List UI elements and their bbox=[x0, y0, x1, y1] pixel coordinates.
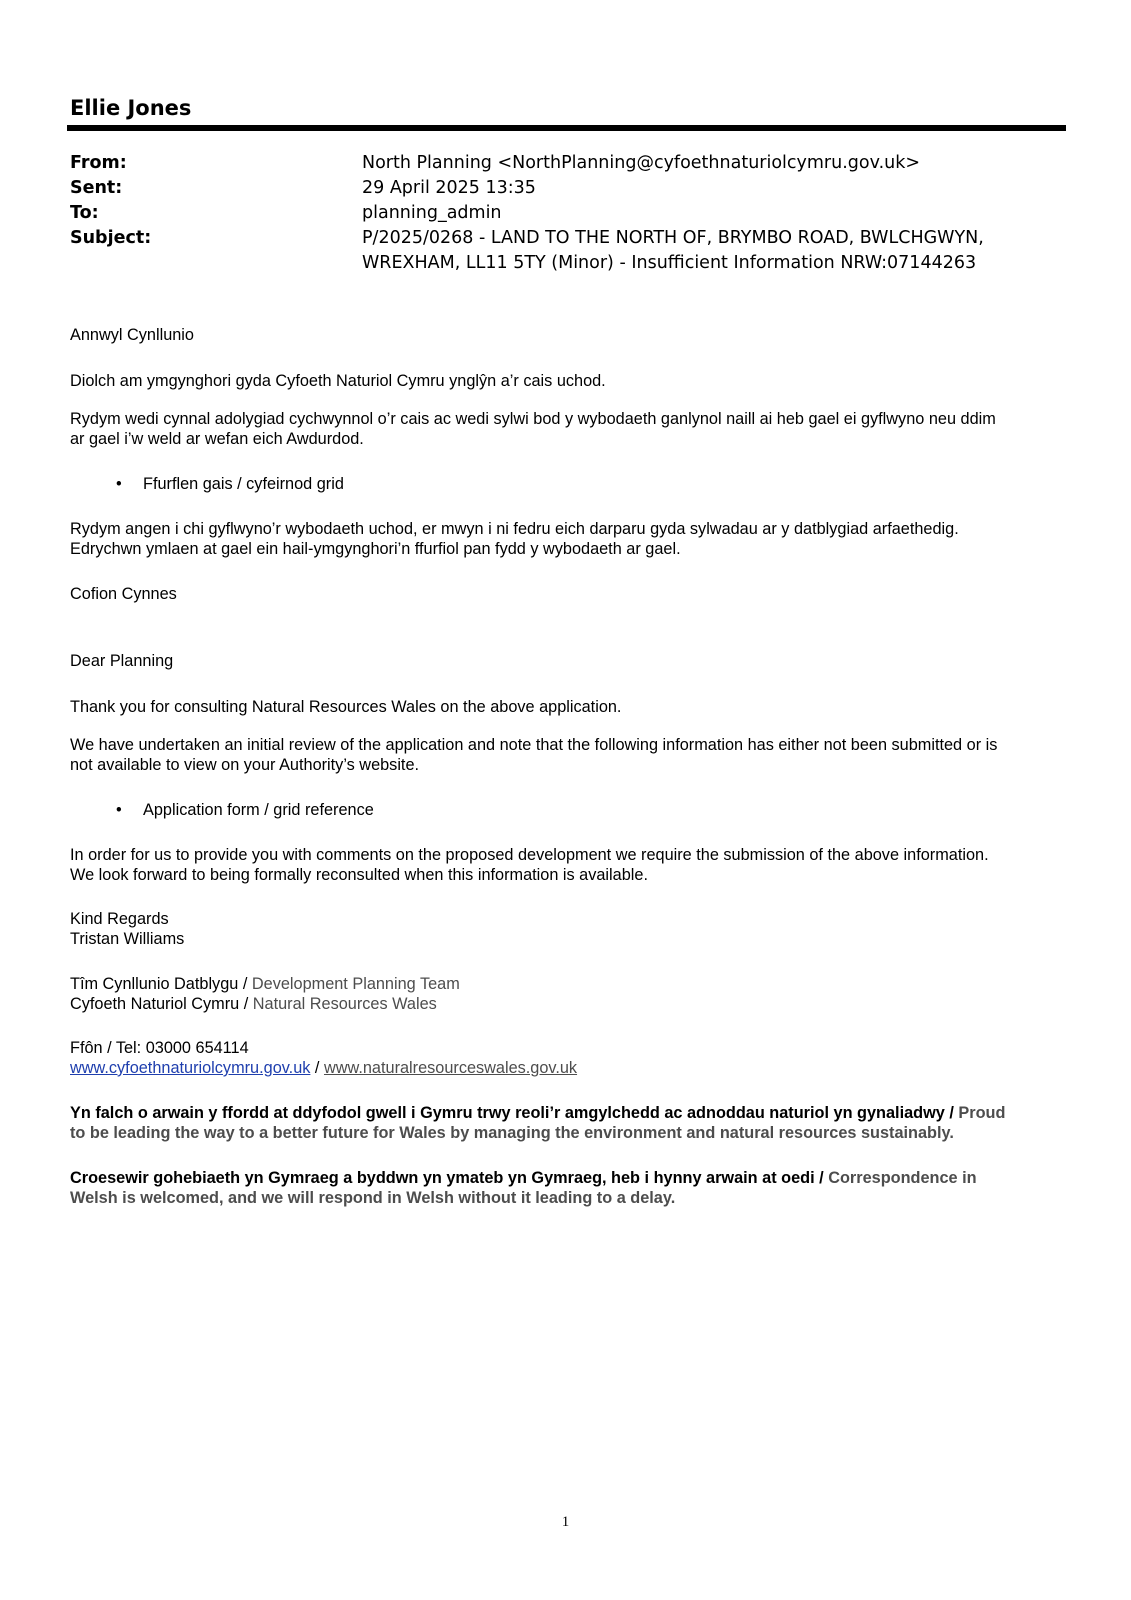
english-signoff: Kind Regards bbox=[70, 910, 169, 928]
welsh-greeting: Annwyl Cynllunio bbox=[70, 326, 194, 344]
bullet-icon: • bbox=[116, 801, 122, 819]
correspondence-welsh: Croesewir gohebiaeth yn Gymraeg a byddwn yn ymateb yn Gymraeg, heb i hynny arwain at oedi / bbox=[70, 1169, 824, 1187]
subject-line-2: WREXHAM, LL11 5TY (Minor) - Insufficient Information NRW:07144263 bbox=[362, 253, 977, 273]
english-paragraph-1: Thank you for consulting Natural Resources Wales on the above application. bbox=[70, 698, 622, 716]
english-paragraph-2-line-2: not available to view on your Authority’s website. bbox=[70, 756, 420, 774]
welsh-website-link[interactable]: www.cyfoethnaturiolcymru.gov.uk bbox=[70, 1059, 311, 1077]
english-paragraph-3-line-1: In order for us to provide you with comments on the proposed development we require the submission of the above information. bbox=[70, 846, 989, 864]
signer-name: Tristan Williams bbox=[70, 930, 185, 948]
welsh-paragraph-3-line-1: Rydym angen i chi gyflwyno’r wybodaeth uchod, er mwyn i ni fedru eich darparu gyda sylwadau ar y datblygiad arfaethedig. bbox=[70, 520, 959, 538]
from-value: North Planning <NorthPlanning@cyfoethnaturiolcymru.gov.uk> bbox=[362, 153, 921, 173]
bullet-icon: • bbox=[116, 475, 122, 493]
proud-statement-line-2: to be leading the way to a better future for Wales by managing the environment and natural resources sustainably. bbox=[70, 1124, 954, 1142]
phone-number: Ffôn / Tel: 03000 654114 bbox=[70, 1039, 249, 1057]
team-english: Development Planning Team bbox=[251, 975, 460, 993]
to-label: To: bbox=[70, 203, 99, 223]
correspondence-statement-line-1 bbox=[70, 1168, 1060, 1188]
org-welsh: Cyfoeth Naturiol Cymru bbox=[70, 995, 240, 1013]
header-divider bbox=[67, 125, 1066, 131]
welsh-bullet-item: Ffurflen gais / cyfeirnod grid bbox=[143, 475, 344, 493]
proud-english-start: Proud bbox=[958, 1104, 1006, 1122]
welsh-paragraph-1: Diolch am ymgynghori gyda Cyfoeth Naturiol Cymru ynglŷn a’r cais uchod. bbox=[70, 372, 606, 390]
english-website-link[interactable]: www.naturalresourceswales.gov.uk bbox=[323, 1059, 578, 1077]
team-welsh: Tîm Cynllunio Datblygu bbox=[70, 975, 239, 993]
separator: / bbox=[310, 1059, 324, 1077]
welsh-paragraph-3-line-2: Edrychwn ymlaen at gael ein hail-ymgynghori’n ffurfiol pan fydd y wybodaeth ar gael. bbox=[70, 540, 681, 558]
from-label: From: bbox=[70, 153, 127, 173]
signature-team bbox=[70, 974, 1060, 994]
english-paragraph-2-line-1: We have undertaken an initial review of the application and note that the following information has either not been submitted or is bbox=[70, 736, 998, 754]
org-english: Natural Resources Wales bbox=[252, 995, 437, 1013]
subject-label: Subject: bbox=[70, 228, 152, 248]
welsh-paragraph-2-line-1: Rydym wedi cynnal adolygiad cychwynnol o’r cais ac wedi sylwi bod y wybodaeth ganlynol naill ai heb gael ei gyflwyno neu ddim bbox=[70, 410, 996, 428]
signature-org bbox=[70, 994, 1060, 1014]
separator: / bbox=[239, 995, 253, 1013]
page-number: 1 bbox=[561, 1514, 570, 1530]
sent-label: Sent: bbox=[70, 178, 123, 198]
mailbox-owner-name: Ellie Jones bbox=[70, 96, 192, 120]
welsh-signoff: Cofion Cynnes bbox=[70, 585, 177, 603]
correspondence-statement-line-2: Welsh is welcomed, and we will respond in Welsh without it leading to a delay. bbox=[70, 1189, 676, 1207]
website-links bbox=[70, 1058, 1060, 1078]
subject-line-1: P/2025/0268 - LAND TO THE NORTH OF, BRYMBO ROAD, BWLCHGWYN, bbox=[362, 228, 984, 248]
english-greeting: Dear Planning bbox=[70, 652, 174, 670]
welsh-paragraph-2-line-2: ar gael i’w weld ar wefan eich Awdurdod. bbox=[70, 430, 364, 448]
to-value: planning_admin bbox=[362, 203, 502, 223]
proud-welsh: Yn falch o arwain y ffordd at ddyfodol gwell i Gymru trwy reoli’r amgylchedd ac adnoddau naturiol yn gynaliadwy / bbox=[70, 1104, 954, 1122]
correspondence-english-start: Correspondence in bbox=[828, 1169, 977, 1187]
english-bullet-item: Application form / grid reference bbox=[143, 801, 374, 819]
sent-value: 29 April 2025 13:35 bbox=[362, 178, 536, 198]
separator: / bbox=[238, 975, 252, 993]
english-paragraph-3-line-2: We look forward to being formally reconsulted when this information is available. bbox=[70, 866, 648, 884]
proud-statement-line-1 bbox=[70, 1103, 1060, 1123]
